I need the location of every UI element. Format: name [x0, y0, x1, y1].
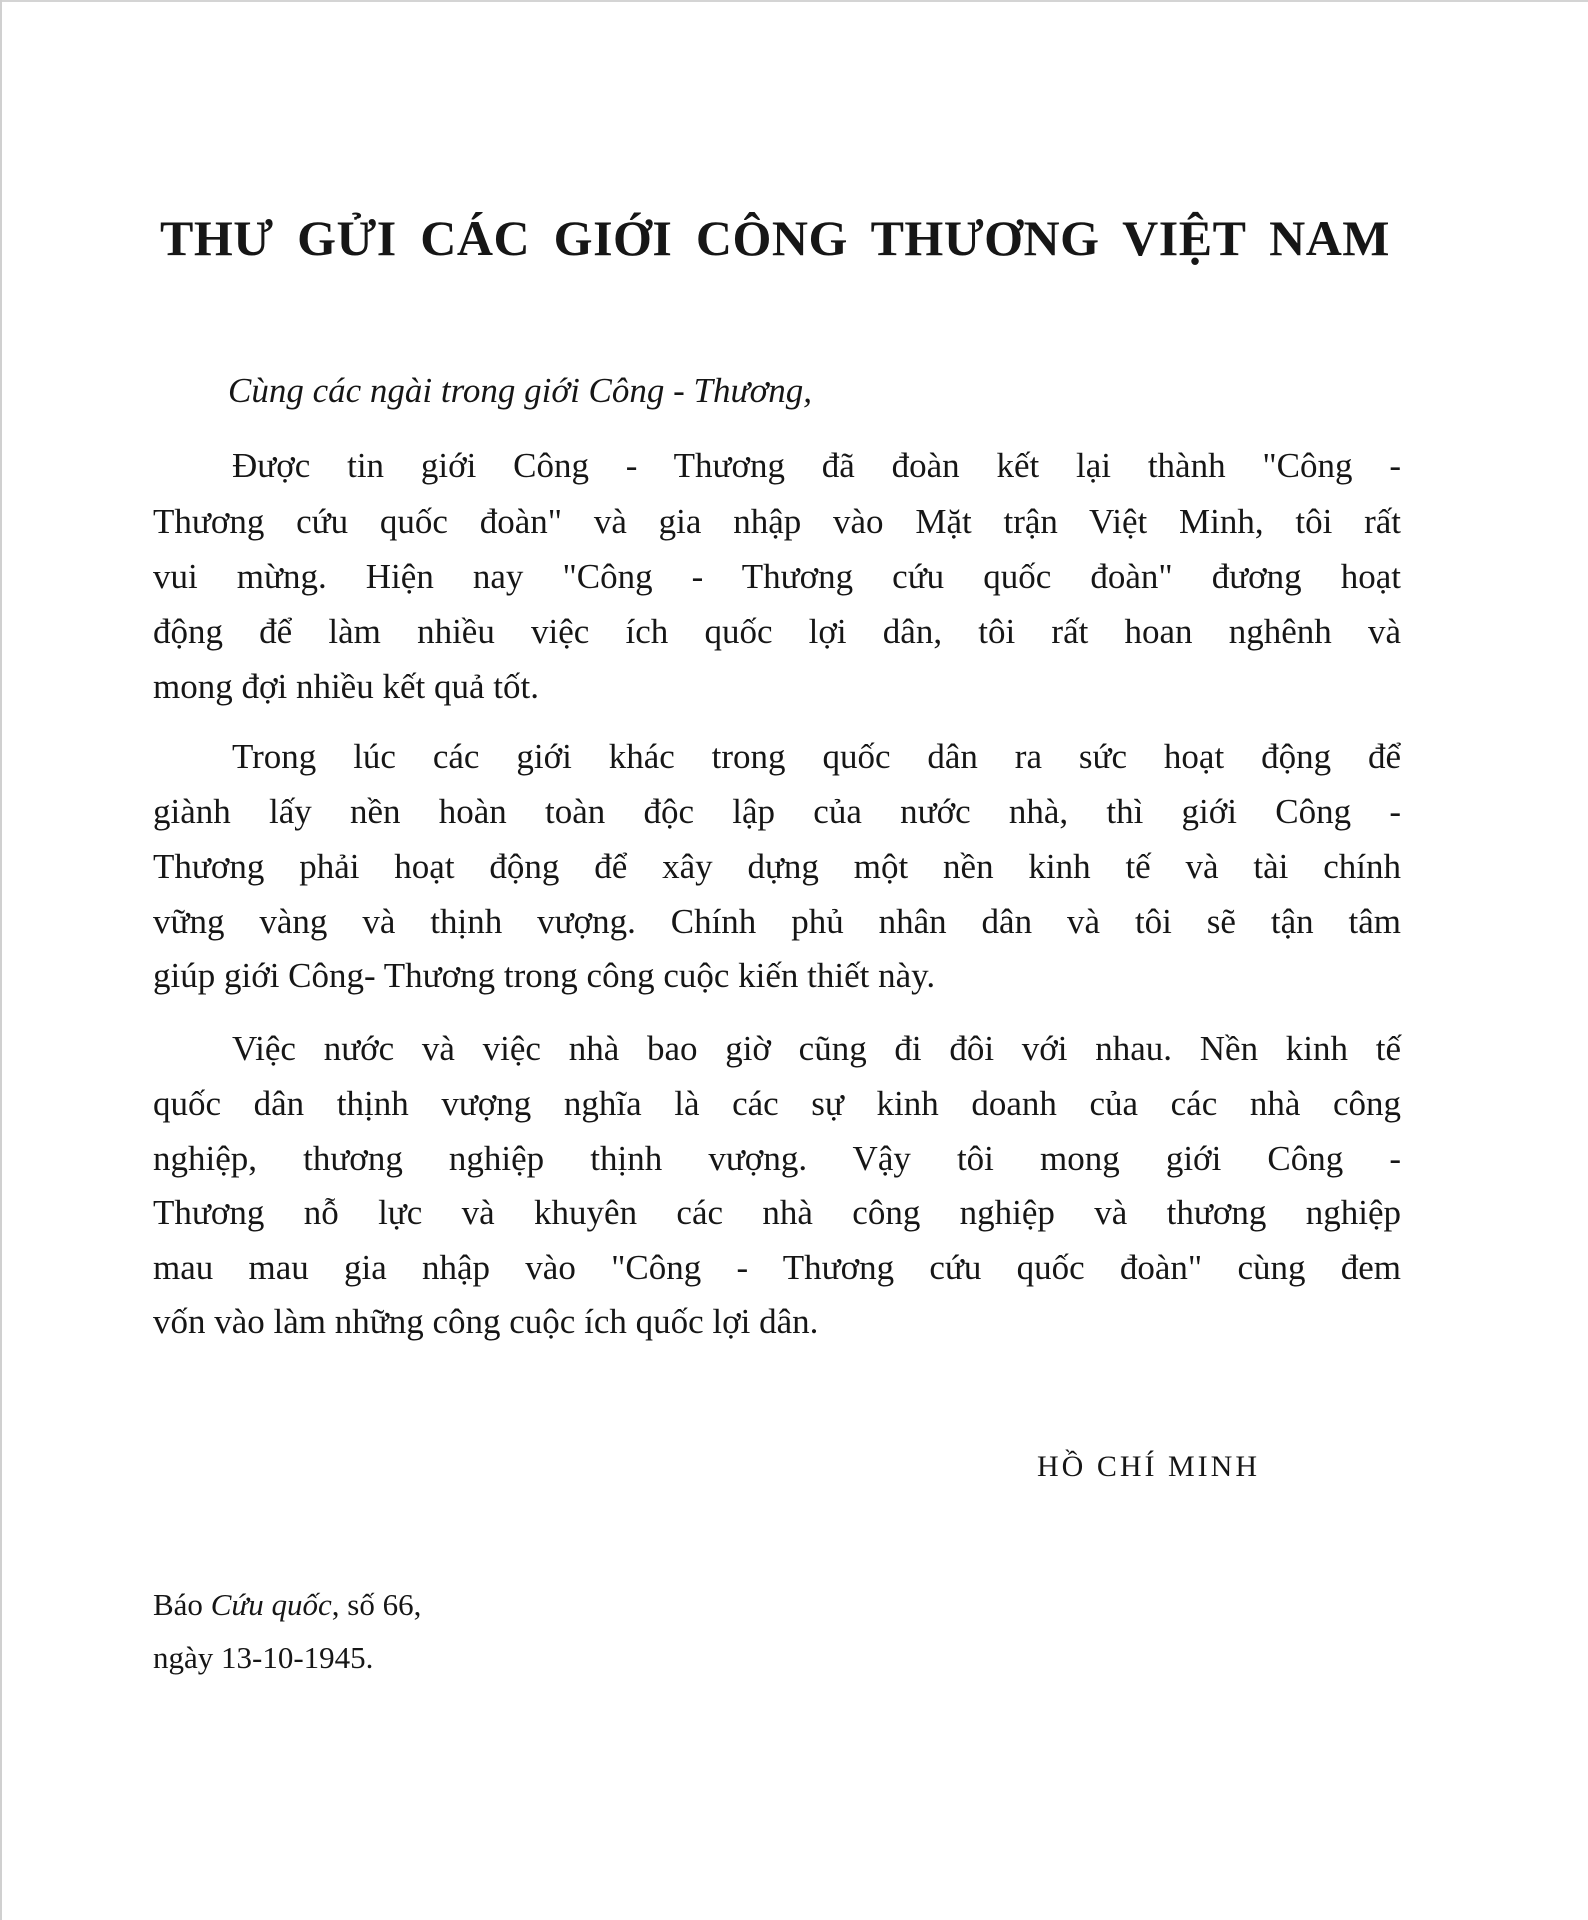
text-line: Thương nỗ lực và khuyên các nhà công nghiệp và thương nghiệp	[153, 1193, 1401, 1232]
text-line: giành lấy nền hoàn toàn độc lập của nước nhà, thì giới Công -	[153, 792, 1401, 831]
text-line: vui mừng. Hiện nay "Công - Thương cứu quốc đoàn" đương hoạt	[153, 557, 1401, 596]
signature: HỒ CHÍ MINH	[1037, 1450, 1260, 1483]
text-line: mau mau gia nhập vào "Công - Thương cứu quốc đoàn" cùng đem	[153, 1248, 1401, 1287]
source-citation	[153, 1585, 421, 1625]
newspaper-name: Cứu quốc	[210, 1587, 332, 1622]
salutation: Cùng các ngài trong giới Công - Thương,	[228, 371, 813, 410]
text-line: quốc dân thịnh vượng nghĩa là các sự kinh doanh của các nhà công	[153, 1084, 1401, 1123]
document-title: THƯ GỬI CÁC GIỚI CÔNG THƯƠNG VIỆT NAM	[160, 210, 1390, 266]
text-line: Việc nước và việc nhà bao giờ cũng đi đôi với nhau. Nền kinh tế	[232, 1029, 1401, 1068]
text-line: mong đợi nhiều kết quả tốt.	[153, 667, 539, 706]
text-line: động để làm nhiều việc ích quốc lợi dân, tôi rất hoan nghênh và	[153, 612, 1401, 651]
source-date: ngày 13-10-1945.	[153, 1640, 374, 1675]
text-line: Trong lúc các giới khác trong quốc dân ra sức hoạt động để	[232, 737, 1401, 776]
text-line: vốn vào làm những công cuộc ích quốc lợi dân.	[153, 1302, 819, 1341]
page-edge-top	[0, 0, 1588, 2]
text-line: nghiệp, thương nghiệp thịnh vượng. Vậy tôi mong giới Công -	[153, 1139, 1401, 1178]
issue-number: , số 66,	[331, 1587, 422, 1622]
text-line: vững vàng và thịnh vượng. Chính phủ nhân dân và tôi sẽ tận tâm	[153, 902, 1401, 941]
page-edge-left	[0, 0, 2, 1920]
text-line: Thương cứu quốc đoàn" và gia nhập vào Mặt trận Việt Minh, tôi rất	[153, 502, 1401, 541]
text-line: giúp giới Công- Thương trong công cuộc kiến thiết này.	[153, 956, 936, 995]
text-line: Thương phải hoạt động để xây dựng một nền kinh tế và tài chính	[153, 847, 1401, 886]
source-prefix: Báo	[153, 1587, 211, 1622]
text-line: Được tin giới Công - Thương đã đoàn kết lại thành "Công -	[232, 446, 1401, 485]
